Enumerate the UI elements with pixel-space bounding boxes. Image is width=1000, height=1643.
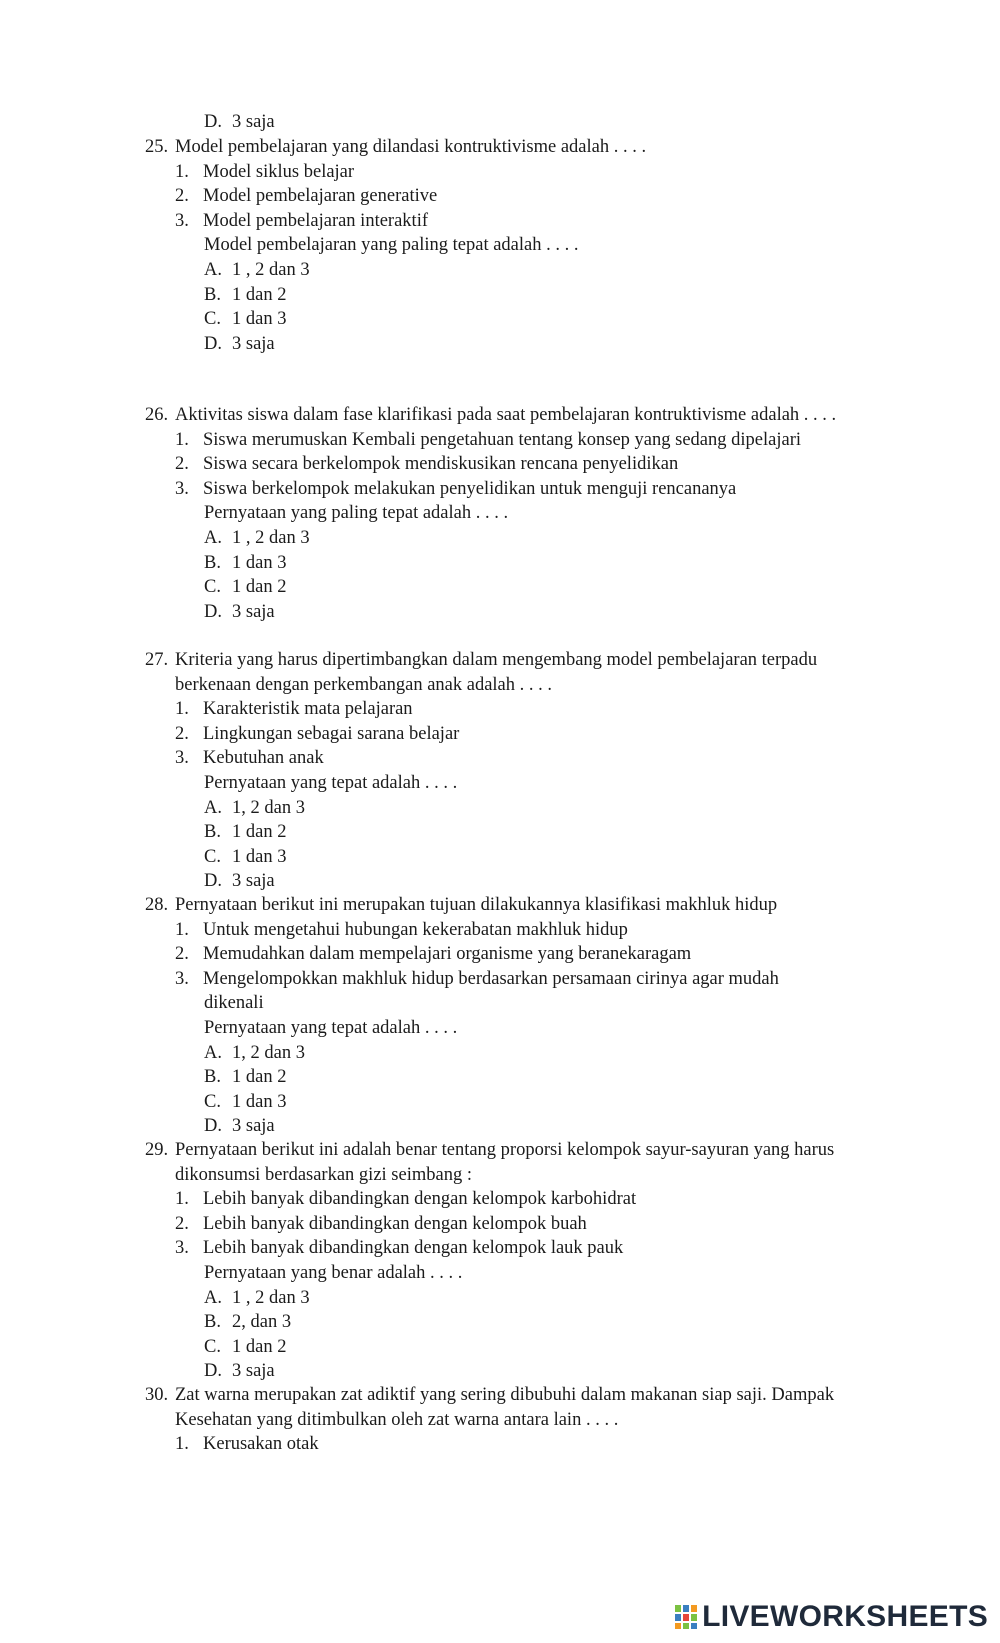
statement-text: Lebih banyak dibandingkan dengan kelompok lauk pauk [203,1238,624,1258]
statement-text: Lebih banyak dibandingkan dengan kelompok karbohidrat [203,1189,637,1209]
statement-number: 2. [175,944,189,964]
answer-option[interactable] [204,1065,286,1089]
option-text: 1, 2 dan 3 [232,1043,305,1063]
option-text: 1 dan 2 [232,1337,287,1357]
answer-option[interactable] [204,600,275,624]
statement-text: Siswa berkelompok melakukan penyelidikan untuk menguji rencananya [203,479,737,499]
statement-text: Lebih banyak dibandingkan dengan kelompok buah [203,1214,587,1234]
statement-item [175,1212,587,1236]
statement-number: 1. [175,699,189,719]
answer-option[interactable] [204,1335,286,1359]
statement-text: Lingkungan sebagai sarana belajar [203,724,460,744]
question-prompt [204,501,508,525]
answer-option[interactable] [204,1114,275,1138]
option-label: C. [204,1337,221,1357]
statement-text: Memudahkan dalam mempelajari organisme yang beranekaragam [203,944,692,964]
question-text: Kriteria yang harus dipertimbangkan dalam mengembang model pembelajaran terpadu [175,650,818,670]
answer-option[interactable] [204,1041,305,1065]
option-label: D. [204,1116,222,1136]
statement-number: 3. [175,211,189,231]
question-29-text [145,1138,834,1162]
statement-item [175,452,678,476]
statement-number: 3. [175,1238,189,1258]
question-28-text [145,893,777,917]
question-text: berkenaan dengan perkembangan anak adalah . . . . [175,675,553,695]
answer-option[interactable] [204,332,275,356]
statement-text: Kebutuhan anak [203,748,324,768]
question-prompt [204,1016,457,1040]
option-text: 1 dan 2 [232,285,287,305]
option-text: 1 , 2 dan 3 [232,1288,310,1308]
answer-option[interactable] [204,1090,286,1114]
question-number: 28. [145,895,169,915]
option-label: C. [204,309,221,329]
option-label: D. [204,1361,222,1381]
question-27-text [175,673,552,697]
statement-number: 1. [175,162,189,182]
statement-number: 3. [175,969,189,989]
answer-option[interactable] [204,526,310,550]
question-prompt [204,771,457,795]
statement-text: Model siklus belajar [203,162,355,182]
option-text: 1 , 2 dan 3 [232,260,310,280]
option-label: D. [204,112,222,132]
option-label: A. [204,260,222,280]
question-text: Pernyataan berikut ini adalah benar tentang proporsi kelompok sayur-sayuran yang harus [175,1140,835,1160]
question-prompt [204,233,579,257]
option-label: B. [204,1067,221,1087]
option-text: 3 saja [232,602,275,622]
statement-number: 3. [175,748,189,768]
option-label: C. [204,1092,221,1112]
option-label: A. [204,1043,222,1063]
question-25-text [145,135,646,159]
statement-number: 3. [175,479,189,499]
statement-number: 2. [175,186,189,206]
statement-text: Mengelompokkan makhluk hidup berdasarkan persamaan cirinya agar mudah [203,969,779,989]
option-text: 1 dan 2 [232,822,287,842]
question-26-text [145,403,836,427]
option-label: A. [204,528,222,548]
prompt-text: Pernyataan yang paling tepat adalah . . . . [204,503,509,523]
option-text: 3 saja [232,871,275,891]
option-label: A. [204,1288,222,1308]
question-27-text [145,648,817,672]
statement-text: Karakteristik mata pelajaran [203,699,413,719]
question-number: 30. [145,1385,169,1405]
question-text: Aktivitas siswa dalam fase klarifikasi pada saat pembelajaran kontruktivisme adalah . . . . [175,405,837,425]
answer-option[interactable] [204,820,286,844]
option-label: A. [204,798,222,818]
question-number: 26. [145,405,169,425]
liveworksheets-brand [674,1600,988,1634]
option-text: 1 dan 3 [232,309,287,329]
option-text: 3 saja [232,334,275,354]
answer-option[interactable] [204,869,275,893]
prompt-text: Pernyataan yang tepat adalah . . . . [204,773,458,793]
statement-number: 2. [175,1214,189,1234]
statement-number: 1. [175,1434,189,1454]
question-30-text [175,1408,618,1432]
question-text: dikonsumsi berdasarkan gizi seimbang : [175,1165,472,1185]
option-label: C. [204,577,221,597]
answer-option[interactable] [204,796,305,820]
option-text: 1 dan 3 [232,847,287,867]
option-label: D. [204,602,222,622]
option-text: 1 , 2 dan 3 [232,528,310,548]
prompt-text: Pernyataan yang benar adalah . . . . [204,1263,463,1283]
option-text: 3 saja [232,1116,275,1136]
answer-option[interactable] [204,1359,275,1383]
prev-question-option-d [204,110,275,134]
option-text: 1 dan 3 [232,553,287,573]
option-label: C. [204,847,221,867]
option-text: 3 saja [232,112,275,132]
statement-item [175,428,801,452]
statement-item [175,184,437,208]
question-29-text [175,1163,472,1187]
statement-item [204,991,264,1015]
statement-item [175,697,413,721]
option-label: D. [204,871,222,891]
option-label: B. [204,285,221,305]
option-text: 1 dan 2 [232,577,287,597]
answer-option[interactable] [204,551,286,575]
answer-option[interactable] [204,307,286,331]
option-label: B. [204,1312,221,1332]
statement-item [175,477,736,501]
answer-option[interactable] [204,845,286,869]
option-label: D. [204,334,222,354]
question-number: 29. [145,1140,169,1160]
option-text: 1 dan 3 [232,1092,287,1112]
option-text: 3 saja [232,1361,275,1381]
question-30-text [145,1383,834,1407]
answer-option[interactable] [204,1286,310,1310]
statement-item [175,1187,636,1211]
statement-number: 1. [175,1189,189,1209]
statement-item [175,942,691,966]
statement-text: Model pembelajaran generative [203,186,438,206]
statement-number: 2. [175,454,189,474]
statement-item [175,746,324,770]
answer-option[interactable] [204,1310,291,1334]
statement-number: 1. [175,920,189,940]
statement-text: Siswa secara berkelompok mendiskusikan rencana penyelidikan [203,454,679,474]
question-number: 27. [145,650,169,670]
statement-item [175,1236,623,1260]
liveworksheets-logo-text: LIVEWORKSHEETS [702,1600,988,1633]
option-text: 1, 2 dan 3 [232,798,305,818]
option-label: B. [204,822,221,842]
question-text: Model pembelajaran yang dilandasi kontruktivisme adalah . . . . [175,137,647,157]
statement-item [175,209,428,233]
statement-number: 2. [175,724,189,744]
statement-item [175,967,779,991]
statement-item [175,918,628,942]
statement-item [175,160,354,184]
question-number: 25. [145,137,169,157]
option-text: 2, dan 3 [232,1312,292,1332]
prompt-text: Pernyataan yang tepat adalah . . . . [204,1018,458,1038]
answer-option[interactable] [204,575,286,599]
liveworksheets-logo-icon [674,1604,698,1630]
statement-item [175,1432,319,1456]
statement-text: Kerusakan otak [203,1434,319,1454]
question-prompt [204,1261,462,1285]
statement-item [175,722,459,746]
question-text: Kesehatan yang ditimbulkan oleh zat warna antara lain . . . . [175,1410,619,1430]
question-text: Pernyataan berikut ini merupakan tujuan dilakukannya klasifikasi makhluk hidup [175,895,778,915]
option-label: B. [204,553,221,573]
answer-option[interactable] [204,258,310,282]
statement-number: 1. [175,430,189,450]
statement-text: Siswa merumuskan Kembali pengetahuan tentang konsep yang sedang dipelajari [203,430,801,450]
option-text: 1 dan 2 [232,1067,287,1087]
question-text: Zat warna merupakan zat adiktif yang sering dibubuhi dalam makanan siap saji. Dampak [175,1385,835,1405]
answer-option[interactable] [204,283,286,307]
statement-text: Model pembelajaran interaktif [203,211,428,231]
statement-text: Untuk mengetahui hubungan kekerabatan makhluk hidup [203,920,628,940]
statement-text: dikenali [204,993,264,1013]
prompt-text: Model pembelajaran yang paling tepat adalah . . . . [204,235,579,255]
